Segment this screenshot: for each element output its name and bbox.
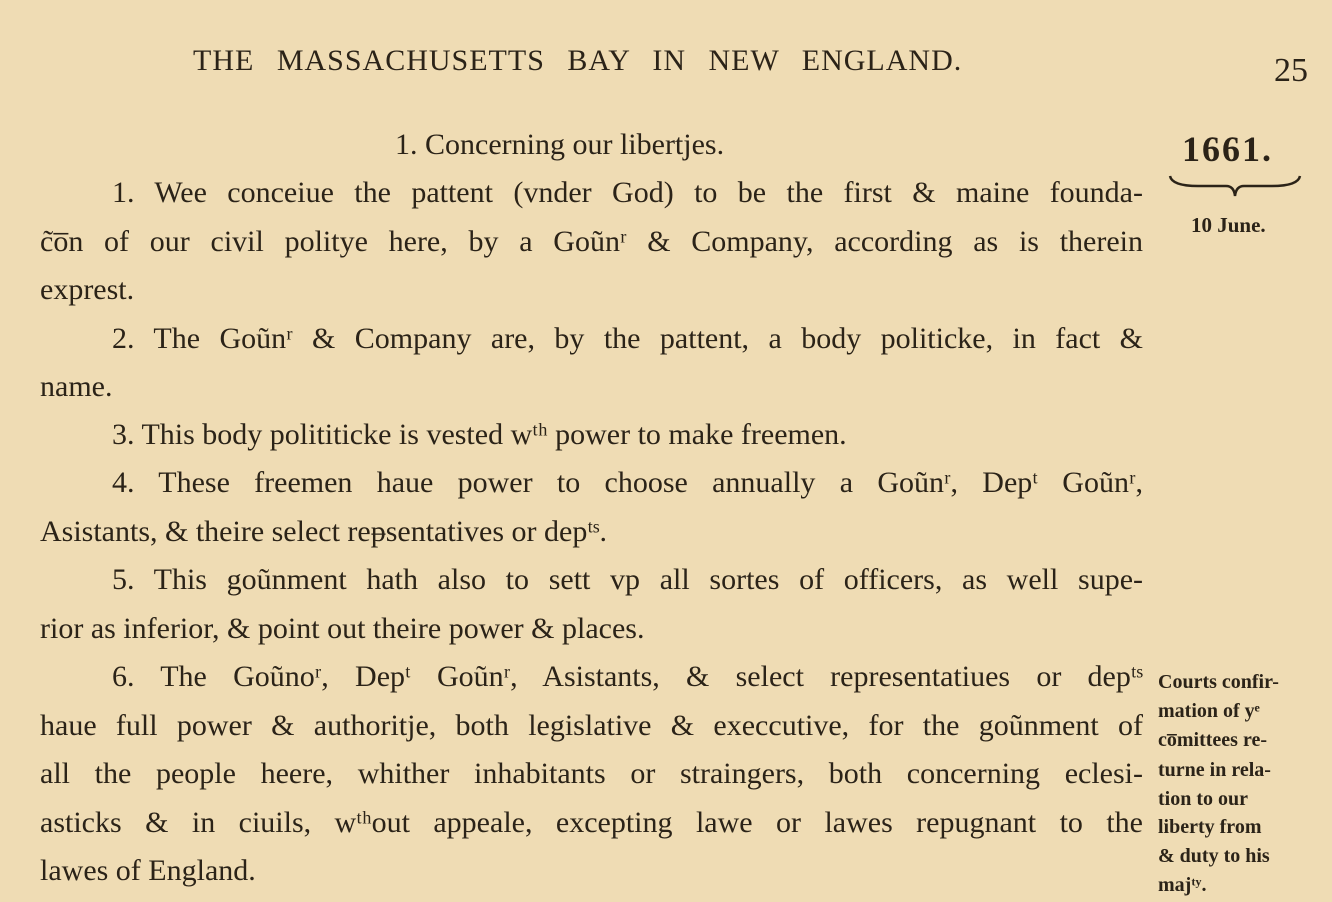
text-line: all the people heere, whither inhabitants or straingers, both concerning eclesi-	[40, 757, 1143, 790]
running-header-title: THE MASSACHUSETTS BAY IN NEW ENGLAND.	[193, 44, 963, 77]
text-line: haue full power & authoritje, both legislative & execcutive, for the goũnment of	[40, 709, 1143, 742]
text-line: lawes of England.	[40, 854, 256, 887]
margin-note-line: turne in rela-	[1158, 759, 1271, 781]
text-line: name.	[40, 370, 113, 403]
page-number: 25	[1274, 52, 1308, 89]
margin-note-line: tion to our	[1158, 788, 1248, 810]
text-line: 5. This goũnment hath also to sett vp all sortes of officers, as well supe-	[112, 563, 1143, 596]
margin-note-line: majᵗʸ.	[1158, 874, 1207, 896]
margin-note-line: co̅mittees re-	[1158, 729, 1268, 751]
text-line: 2. The Goũnʳ & Company are, by the pattent, a body politicke, in fact &	[112, 322, 1143, 355]
text-line: Asistants, & theire select reᵽsentatives or depᵗˢ.	[40, 515, 607, 548]
margin-year: 1661.	[1182, 129, 1273, 169]
margin-note-line: mation of yᵉ	[1158, 700, 1260, 722]
margin-note-line: & duty to his	[1158, 845, 1270, 867]
text-line: asticks & in ciuils, wᵗʰout appeale, excepting lawe or lawes repugnant to the	[40, 806, 1143, 839]
text-line: 6. The Goũnoʳ, Depᵗ Goũnʳ, Asistants, & select representatiues or depᵗˢ	[112, 660, 1143, 693]
margin-note-line: liberty from	[1158, 816, 1262, 838]
margin-note-line: Courts confir-	[1158, 671, 1279, 693]
text-line: rior as inferior, & point out theire power & places.	[40, 612, 645, 645]
text-line: c̃o̅n of our civil politye here, by a Goũnʳ & Company, according as is therein	[40, 225, 1143, 258]
text-line: 4. These freemen haue power to choose annually a Goũnʳ, Depᵗ Goũnʳ,	[112, 466, 1143, 499]
margin-date: 10 June.	[1191, 213, 1266, 237]
curly-brace-icon	[1168, 172, 1302, 198]
text-line: 1. Wee conceiue the pattent (vnder God) to be the first & maine founda-	[112, 176, 1143, 209]
text-line: exprest.	[40, 273, 135, 306]
section-heading: 1. Concerning our libertjes.	[395, 128, 725, 161]
text-line: 3. This body polititicke is vested wᵗʰ power to make freemen.	[112, 418, 847, 451]
